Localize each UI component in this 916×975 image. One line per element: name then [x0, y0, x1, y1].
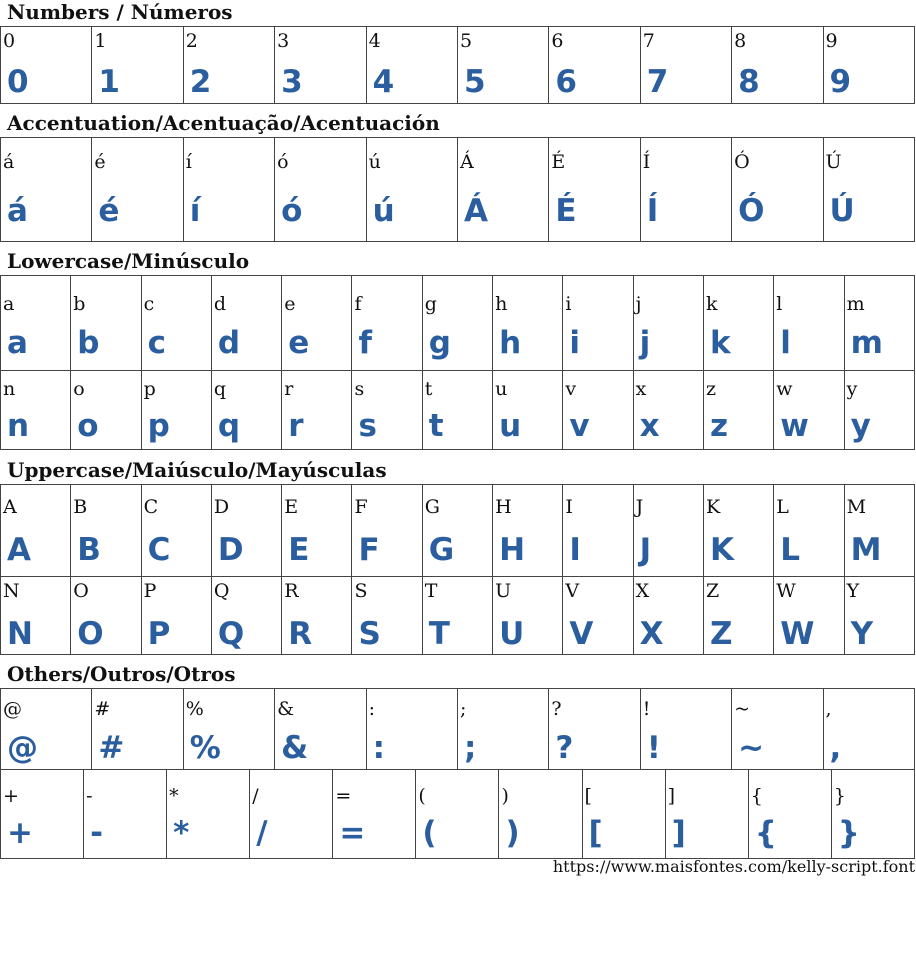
glyph-sample: / [256, 815, 269, 851]
glyph-cell [844, 577, 914, 655]
glyph-cell [352, 577, 422, 655]
glyph-cell [640, 689, 731, 770]
glyph-sample: G [428, 532, 456, 568]
numbers-grid [0, 26, 915, 104]
glyph-cell [549, 27, 640, 104]
glyph-label: ! [642, 698, 651, 720]
glyph-cell [141, 485, 211, 577]
glyph-cell [352, 371, 422, 450]
glyph-cell [703, 371, 773, 450]
glyph-sample: Ó [738, 193, 766, 229]
glyph-cell [457, 27, 548, 104]
glyph-label: Z [705, 580, 720, 602]
glyph-sample: l [780, 325, 792, 361]
glyph-label: I [565, 496, 573, 518]
glyph-cell [275, 138, 366, 242]
glyph-label: W [776, 580, 796, 602]
glyph-label: q [213, 378, 227, 400]
glyph-sample: P [147, 616, 172, 652]
glyph-label: V [565, 580, 580, 602]
glyph-sample: f [358, 325, 373, 361]
section-title-uppercase: Uppercase/Maiúsculo/Mayúsculas [7, 458, 387, 482]
glyph-label: L [776, 496, 789, 518]
glyph-sample: N [7, 616, 34, 652]
glyph-label: m [846, 293, 865, 315]
glyph-cell [1, 485, 71, 577]
glyph-cell [823, 689, 914, 770]
glyph-sample: ~ [738, 730, 766, 766]
glyph-sample: ] [671, 815, 687, 851]
glyph-cell [282, 276, 352, 371]
glyph-sample: ? [555, 730, 575, 766]
glyph-label: É [551, 151, 566, 173]
glyph-sample: ; [463, 730, 478, 766]
glyph-sample: 9 [829, 64, 853, 100]
glyph-cell [366, 27, 457, 104]
glyph-row [1, 577, 915, 655]
source-url: https://www.maisfontes.com/kelly-script.font [552, 857, 915, 876]
glyph-cell [1, 770, 84, 859]
glyph-label: [ [584, 785, 592, 807]
glyph-label: S [354, 580, 368, 602]
glyph-label: R [284, 580, 299, 602]
glyph-sample: - [90, 815, 104, 851]
glyph-label: 5 [459, 30, 473, 52]
glyph-sample: é [98, 193, 121, 229]
glyph-cell [211, 276, 281, 371]
glyph-sample: z [709, 408, 730, 444]
glyph-sample: D [217, 532, 245, 568]
glyph-label: ] [667, 785, 676, 807]
glyph-cell [633, 485, 703, 577]
glyph-label: 1 [94, 30, 107, 52]
glyph-label: c [143, 293, 155, 315]
glyph-cell [774, 577, 844, 655]
glyph-label: o [73, 378, 85, 400]
glyph-cell [71, 276, 141, 371]
glyph-label: p [143, 378, 156, 400]
glyph-label: J [635, 496, 644, 518]
glyph-sample: á [7, 193, 29, 229]
uppercase-grid [0, 484, 915, 655]
glyph-cell [844, 371, 914, 450]
glyph-label: @ [3, 698, 22, 720]
glyph-label: g [424, 293, 437, 315]
glyph-sample: W [780, 616, 816, 652]
glyph-label: % [185, 698, 204, 720]
glyph-cell [493, 371, 563, 450]
others-grid-row1 [0, 688, 915, 770]
glyph-cell [422, 371, 492, 450]
glyph-cell [582, 770, 665, 859]
glyph-sample: m [850, 325, 884, 361]
glyph-cell [352, 485, 422, 577]
glyph-sample: Z [709, 616, 734, 652]
glyph-sample: H [499, 532, 527, 568]
glyph-cell [633, 276, 703, 371]
glyph-sample: I [569, 532, 582, 568]
glyph-cell [282, 485, 352, 577]
glyph-label: = [335, 785, 352, 807]
glyph-sample: 8 [738, 64, 761, 100]
glyph-sample: ) [505, 815, 521, 851]
glyph-sample: s [358, 408, 378, 444]
glyph-cell [352, 276, 422, 371]
glyph-label: 2 [185, 30, 198, 52]
glyph-label: ú [368, 151, 381, 173]
glyph-label: 8 [734, 30, 747, 52]
glyph-sample: % [189, 730, 222, 766]
glyph-label: D [213, 496, 230, 518]
glyph-cell [141, 577, 211, 655]
glyph-sample: E [288, 532, 311, 568]
glyph-sample: V [569, 616, 595, 652]
glyph-sample: v [569, 408, 591, 444]
glyph-cell [71, 577, 141, 655]
glyph-cell [211, 485, 281, 577]
glyph-row [1, 371, 915, 450]
glyph-cell [844, 485, 914, 577]
glyph-sample: Ú [829, 193, 856, 229]
glyph-cell [457, 689, 548, 770]
glyph-cell [92, 27, 183, 104]
glyph-label: E [284, 496, 299, 518]
glyph-sample: # [98, 730, 126, 766]
glyph-sample: ! [646, 730, 662, 766]
glyph-label: P [143, 580, 157, 602]
glyph-label: U [495, 580, 512, 602]
glyph-cell [640, 138, 731, 242]
glyph-label: é [94, 151, 106, 173]
glyph-sample: O [77, 616, 105, 652]
glyph-sample: k [709, 325, 732, 361]
glyph-sample: ( [422, 815, 438, 851]
glyph-row [1, 770, 915, 859]
glyph-cell [1, 138, 92, 242]
glyph-cell [92, 689, 183, 770]
glyph-cell [563, 485, 633, 577]
glyph-sample: p [147, 408, 171, 444]
glyph-label: b [73, 293, 86, 315]
glyph-cell [71, 485, 141, 577]
glyph-cell [167, 770, 250, 859]
glyph-cell [1, 276, 71, 371]
glyph-label: * [169, 785, 179, 807]
glyph-sample: C [147, 532, 172, 568]
glyph-label: + [3, 785, 19, 807]
glyph-sample: X [639, 616, 665, 652]
glyph-sample: Á [463, 193, 489, 229]
glyph-cell [1, 577, 71, 655]
glyph-cell [366, 689, 457, 770]
glyph-sample: * [173, 815, 191, 851]
glyph-label: ~ [734, 698, 751, 720]
glyph-sample: A [7, 532, 32, 568]
glyph-cell [563, 276, 633, 371]
glyph-row [1, 27, 915, 104]
glyph-cell [549, 138, 640, 242]
section-title-lowercase: Lowercase/Minúsculo [7, 249, 250, 273]
glyph-sample: 2 [189, 64, 213, 100]
section-title-numbers: Numbers / Números [7, 0, 233, 24]
glyph-label: 3 [277, 30, 290, 52]
glyph-cell [183, 27, 274, 104]
glyph-sample: B [77, 532, 102, 568]
glyph-cell [703, 276, 773, 371]
glyph-cell [275, 689, 366, 770]
glyph-label: - [86, 785, 93, 807]
glyph-sample: u [499, 408, 523, 444]
glyph-cell [633, 371, 703, 450]
glyph-cell [84, 770, 167, 859]
glyph-label: O [73, 580, 89, 602]
glyph-label: Ú [825, 151, 842, 173]
glyph-sample: o [77, 408, 100, 444]
glyph-label: á [3, 151, 15, 173]
glyph-cell [748, 770, 831, 859]
glyph-row [1, 485, 915, 577]
glyph-cell [823, 27, 914, 104]
glyph-sample: j [639, 325, 652, 361]
glyph-label: N [3, 580, 20, 602]
glyph-label: M [846, 496, 867, 518]
glyph-cell [732, 689, 823, 770]
glyph-cell [823, 138, 914, 242]
glyph-cell [183, 689, 274, 770]
glyph-cell [1, 27, 92, 104]
glyph-sample: M [850, 532, 883, 568]
glyph-cell [549, 689, 640, 770]
glyph-cell [640, 27, 731, 104]
glyph-label: F [354, 496, 368, 518]
glyph-cell [282, 577, 352, 655]
glyph-sample: É [555, 193, 578, 229]
glyph-label: e [284, 293, 296, 315]
glyph-label: ) [501, 785, 509, 807]
glyph-sample: : [372, 730, 386, 766]
glyph-sample: K [709, 532, 735, 568]
glyph-sample: , [829, 730, 843, 766]
glyph-label: G [424, 496, 440, 518]
glyph-cell [422, 276, 492, 371]
glyph-cell [499, 770, 582, 859]
glyph-cell [366, 138, 457, 242]
glyph-label: í [185, 151, 192, 173]
glyph-cell [457, 138, 548, 242]
glyph-sample: Y [850, 616, 875, 652]
glyph-label: ; [459, 698, 467, 720]
glyph-label: & [277, 698, 295, 720]
glyph-cell [333, 770, 416, 859]
glyph-cell [732, 27, 823, 104]
glyph-sample: F [358, 532, 381, 568]
glyph-sample: 6 [555, 64, 578, 100]
glyph-sample: L [780, 532, 802, 568]
glyph-sample: T [428, 616, 451, 652]
glyph-sample: J [639, 532, 653, 568]
glyph-label: Y [846, 580, 860, 602]
glyph-sample: Í [646, 193, 660, 229]
glyph-sample: { [754, 815, 778, 851]
glyph-cell [1, 689, 92, 770]
glyph-sample: í [189, 193, 202, 229]
glyph-label: C [143, 496, 159, 518]
glyph-cell [92, 138, 183, 242]
glyph-sample: [ [588, 815, 604, 851]
glyph-cell [183, 138, 274, 242]
glyph-sample: n [7, 408, 31, 444]
glyph-label: 9 [825, 30, 838, 52]
glyph-sample: h [499, 325, 523, 361]
glyph-label: X [635, 580, 650, 602]
glyph-cell [141, 276, 211, 371]
glyph-label: l [776, 293, 783, 315]
glyph-label: : [368, 698, 375, 720]
lowercase-grid [0, 275, 915, 450]
glyph-label: u [495, 378, 508, 400]
glyph-sample: t [428, 408, 445, 444]
glyph-label: j [635, 293, 642, 315]
glyph-label: h [495, 293, 508, 315]
others-grid-row2 [0, 769, 915, 859]
glyph-label: } [833, 785, 846, 807]
glyph-sample: r [288, 408, 305, 444]
glyph-cell [774, 371, 844, 450]
glyph-sample: e [288, 325, 311, 361]
glyph-label: / [252, 785, 259, 807]
glyph-label: y [846, 378, 858, 400]
glyph-sample: d [217, 325, 242, 361]
glyph-label: r [284, 378, 294, 400]
glyph-sample: q [217, 408, 242, 444]
glyph-sample: 1 [98, 64, 121, 100]
glyph-row [1, 138, 915, 242]
glyph-sample: ó [281, 193, 304, 229]
glyph-label: Q [213, 580, 230, 602]
glyph-label: 4 [368, 30, 381, 52]
glyph-cell [211, 577, 281, 655]
glyph-label: , [825, 698, 832, 720]
glyph-label: K [705, 496, 721, 518]
glyph-label: f [354, 293, 362, 315]
glyph-sample: 5 [463, 64, 487, 100]
glyph-sample: w [780, 408, 810, 444]
glyph-cell [703, 485, 773, 577]
glyph-label: ó [277, 151, 289, 173]
glyph-sample: 7 [646, 64, 670, 100]
glyph-sample: = [339, 815, 367, 851]
glyph-label: # [94, 698, 111, 720]
glyph-label: i [565, 293, 572, 315]
glyph-cell [1, 371, 71, 450]
glyph-cell [563, 371, 633, 450]
glyph-label: s [354, 378, 365, 400]
glyph-label: t [424, 378, 433, 400]
glyph-cell [844, 276, 914, 371]
glyph-sample: 0 [7, 64, 30, 100]
glyph-label: 6 [551, 30, 564, 52]
glyph-cell [831, 770, 914, 859]
glyph-sample: b [77, 325, 101, 361]
glyph-sample: R [288, 616, 314, 652]
glyph-sample: @ [7, 730, 39, 766]
glyph-sample: Q [217, 616, 246, 652]
glyph-cell [774, 276, 844, 371]
glyph-label: d [213, 293, 227, 315]
glyph-sample: x [639, 408, 661, 444]
glyph-cell [703, 577, 773, 655]
section-title-others: Others/Outros/Otros [7, 662, 236, 686]
glyph-cell [282, 371, 352, 450]
glyph-sample: U [499, 616, 526, 652]
glyph-cell [665, 770, 748, 859]
glyph-label: z [705, 378, 716, 400]
glyph-sample: ú [372, 193, 396, 229]
glyph-sample: 3 [281, 64, 304, 100]
glyph-cell [774, 485, 844, 577]
glyph-row [1, 689, 915, 770]
glyph-label: a [3, 293, 15, 315]
glyph-cell [732, 138, 823, 242]
glyph-label: v [565, 378, 577, 400]
glyph-label: Ó [734, 151, 750, 173]
glyph-label: ( [418, 785, 426, 807]
glyph-cell [141, 371, 211, 450]
glyph-cell [422, 485, 492, 577]
glyph-sample: S [358, 616, 382, 652]
glyph-sample: y [850, 408, 872, 444]
glyph-label: k [705, 293, 718, 315]
glyph-label: Í [642, 151, 651, 173]
glyph-label: T [424, 580, 438, 602]
glyph-label: n [3, 378, 16, 400]
glyph-cell [250, 770, 333, 859]
glyph-label: w [776, 378, 793, 400]
glyph-sample: } [837, 815, 861, 851]
glyph-cell [493, 276, 563, 371]
glyph-cell [275, 27, 366, 104]
glyph-cell [211, 371, 281, 450]
glyph-cell [416, 770, 499, 859]
glyph-label: 0 [3, 30, 16, 52]
glyph-sample: & [281, 730, 310, 766]
glyph-label: B [73, 496, 88, 518]
glyph-sample: 4 [372, 64, 396, 100]
glyph-sample: a [7, 325, 29, 361]
glyph-cell [493, 577, 563, 655]
glyph-sample: i [569, 325, 582, 361]
glyph-sample: g [428, 325, 452, 361]
glyph-cell [633, 577, 703, 655]
glyph-cell [422, 577, 492, 655]
section-title-accentuation: Accentuation/Acentuação/Acentuación [7, 111, 440, 135]
glyph-label: x [635, 378, 647, 400]
glyph-sample: + [7, 815, 34, 851]
glyph-label: 7 [642, 30, 655, 52]
glyph-label: A [3, 496, 17, 518]
glyph-label: Á [459, 151, 474, 173]
glyph-cell [493, 485, 563, 577]
glyph-label: ? [551, 698, 562, 720]
glyph-row [1, 276, 915, 371]
glyph-cell [71, 371, 141, 450]
glyph-label: { [750, 785, 763, 807]
glyph-cell [563, 577, 633, 655]
glyph-sample: c [147, 325, 167, 361]
accentuation-grid [0, 137, 915, 242]
glyph-label: H [495, 496, 512, 518]
